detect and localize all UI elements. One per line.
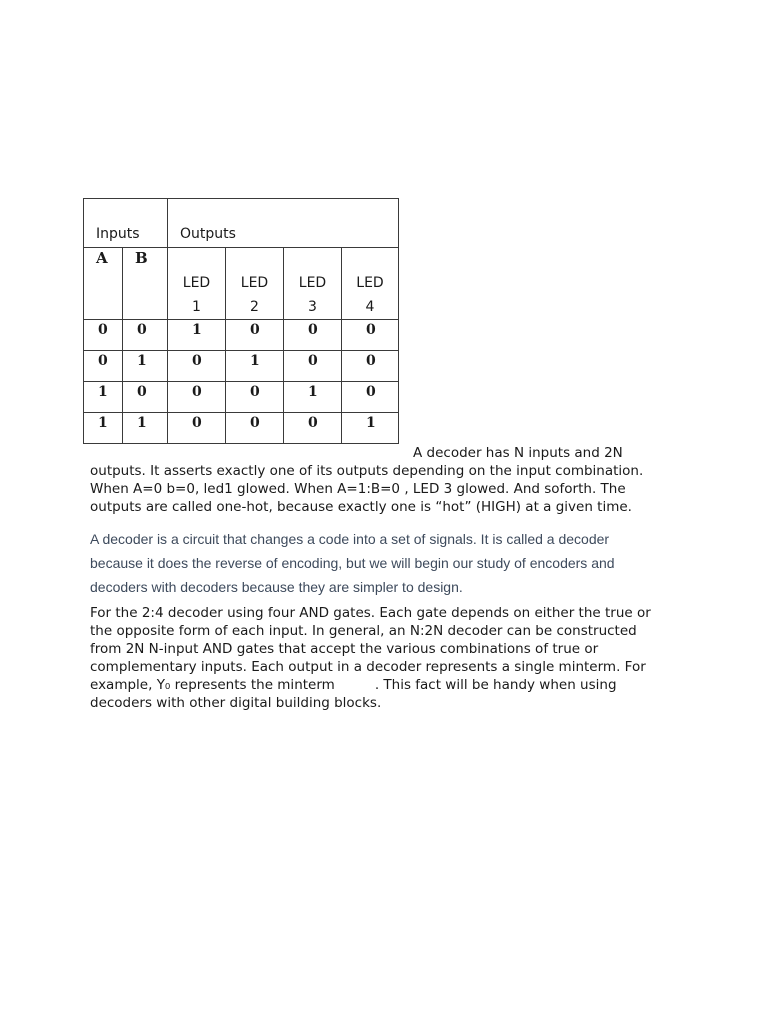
table-cell: [168, 320, 226, 351]
table-cell: [342, 413, 399, 444]
cell-value: 1: [192, 322, 202, 338]
column-a-cell: [84, 248, 123, 320]
cell-value: 0: [98, 322, 108, 338]
cell-value: 0: [308, 415, 318, 431]
group-header-row: [84, 199, 399, 248]
table-cell: [342, 351, 399, 382]
led1-number: 1: [192, 299, 201, 315]
paragraph-line: outputs are called one-hot, because exactly one is “hot” (HIGH) at a given time.: [90, 499, 632, 515]
paragraph-line: complementary inputs. Each output in a decoder represents a single minterm. For: [90, 659, 646, 675]
inputs-header: Inputs: [96, 226, 140, 242]
paragraph-three: [90, 604, 680, 712]
cell-value: 0: [192, 384, 202, 400]
table-cell: [123, 320, 168, 351]
table-cell: [226, 413, 284, 444]
cell-value: 0: [366, 384, 376, 400]
cell-value: 0: [250, 415, 260, 431]
cell-value: 0: [137, 384, 147, 400]
paragraph-two: [90, 527, 650, 599]
table-cell: [226, 351, 284, 382]
paragraph-line: For the 2:4 decoder using four AND gates. Each gate depends on either the true or: [90, 605, 651, 621]
table-cell: [123, 382, 168, 413]
table-cell: [84, 351, 123, 382]
cell-value: 0: [366, 322, 376, 338]
example-text-before: example, Y₀ represents the minterm: [90, 677, 335, 693]
cell-value: 0: [308, 322, 318, 338]
decoder-truth-table: [83, 198, 399, 444]
led1-header: [168, 248, 225, 319]
table-cell: [284, 413, 342, 444]
cell-value: 1: [137, 415, 147, 431]
cell-value: 1: [98, 384, 108, 400]
table-row: [84, 382, 399, 413]
led2-header-cell: [226, 248, 284, 320]
led1-header-cell: [168, 248, 226, 320]
table-row: [84, 351, 399, 382]
cell-value: 1: [137, 353, 147, 369]
table-cell: [284, 320, 342, 351]
table-cell: [168, 413, 226, 444]
column-b-header: B: [135, 249, 148, 267]
cell-value: 1: [98, 415, 108, 431]
led3-header: [284, 248, 341, 319]
paragraph-line: decoders with decoders because they are simpler to design.: [90, 579, 463, 595]
led3-word: LED: [298, 275, 327, 291]
cell-value: 0: [192, 415, 202, 431]
paragraph-line: the opposite form of each input. In general, an N:2N decoder can be constructed: [90, 623, 637, 639]
led2-word: LED: [240, 275, 269, 291]
cell-value: 1: [250, 353, 260, 369]
example-text-after: . This fact will be handy when using: [374, 677, 617, 693]
led4-number: 4: [365, 299, 375, 315]
paragraph-line: A decoder is a circuit that changes a code into a set of signals. It is called a decoder: [90, 531, 610, 547]
table-cell: [342, 320, 399, 351]
paragraph-line: because it does the reverse of encoding, but we will begin our study of encoders and: [90, 555, 615, 571]
paragraph-line-example: [90, 676, 680, 694]
cell-value: 1: [308, 384, 318, 400]
table-cell: [342, 382, 399, 413]
led1-word: LED: [182, 275, 211, 291]
table-row: [84, 320, 399, 351]
paragraph-line: from 2N N-input AND gates that accept the various combinations of true or: [90, 641, 599, 657]
led2-number: 2: [250, 299, 259, 315]
outputs-header-cell: [168, 199, 399, 248]
table-cell: [84, 320, 123, 351]
paragraph-line: When A=0 b=0, led1 glowed. When A=1:B=0 , LED 3 glowed. And soforth. The: [90, 481, 626, 497]
table-cell: [168, 382, 226, 413]
outputs-header: Outputs: [180, 226, 236, 242]
column-header-row: [84, 248, 399, 320]
led4-word: LED: [356, 275, 384, 291]
table-cell: [168, 351, 226, 382]
table-cell: [123, 351, 168, 382]
cell-value: 0: [250, 322, 260, 338]
paragraph-one-first-line: A decoder has N inputs and 2N: [413, 445, 623, 461]
paragraph-line: decoders with other digital building blocks.: [90, 695, 382, 711]
cell-value: 0: [308, 353, 318, 369]
table-cell: [84, 382, 123, 413]
column-b-cell: [123, 248, 168, 320]
led2-header: [226, 248, 283, 319]
led4-header: [342, 248, 398, 319]
paragraph-line: outputs. It asserts exactly one of its outputs depending on the input combination.: [90, 463, 644, 479]
cell-value: 1: [366, 415, 376, 431]
table-cell: [284, 382, 342, 413]
cell-value: 0: [250, 384, 260, 400]
cell-value: 0: [192, 353, 202, 369]
table-cell: [284, 351, 342, 382]
cell-value: 0: [366, 353, 376, 369]
column-a-header: A: [96, 249, 108, 267]
table-cell: [226, 382, 284, 413]
inputs-header-cell: [84, 199, 168, 248]
table-row: [84, 413, 399, 444]
led4-header-cell: [342, 248, 399, 320]
table-cell: [84, 413, 123, 444]
led3-number: 3: [308, 299, 317, 315]
table-cell: [226, 320, 284, 351]
led3-header-cell: [284, 248, 342, 320]
paragraph-one: [90, 462, 680, 516]
cell-value: 0: [137, 322, 147, 338]
table-cell: [123, 413, 168, 444]
cell-value: 0: [98, 353, 108, 369]
